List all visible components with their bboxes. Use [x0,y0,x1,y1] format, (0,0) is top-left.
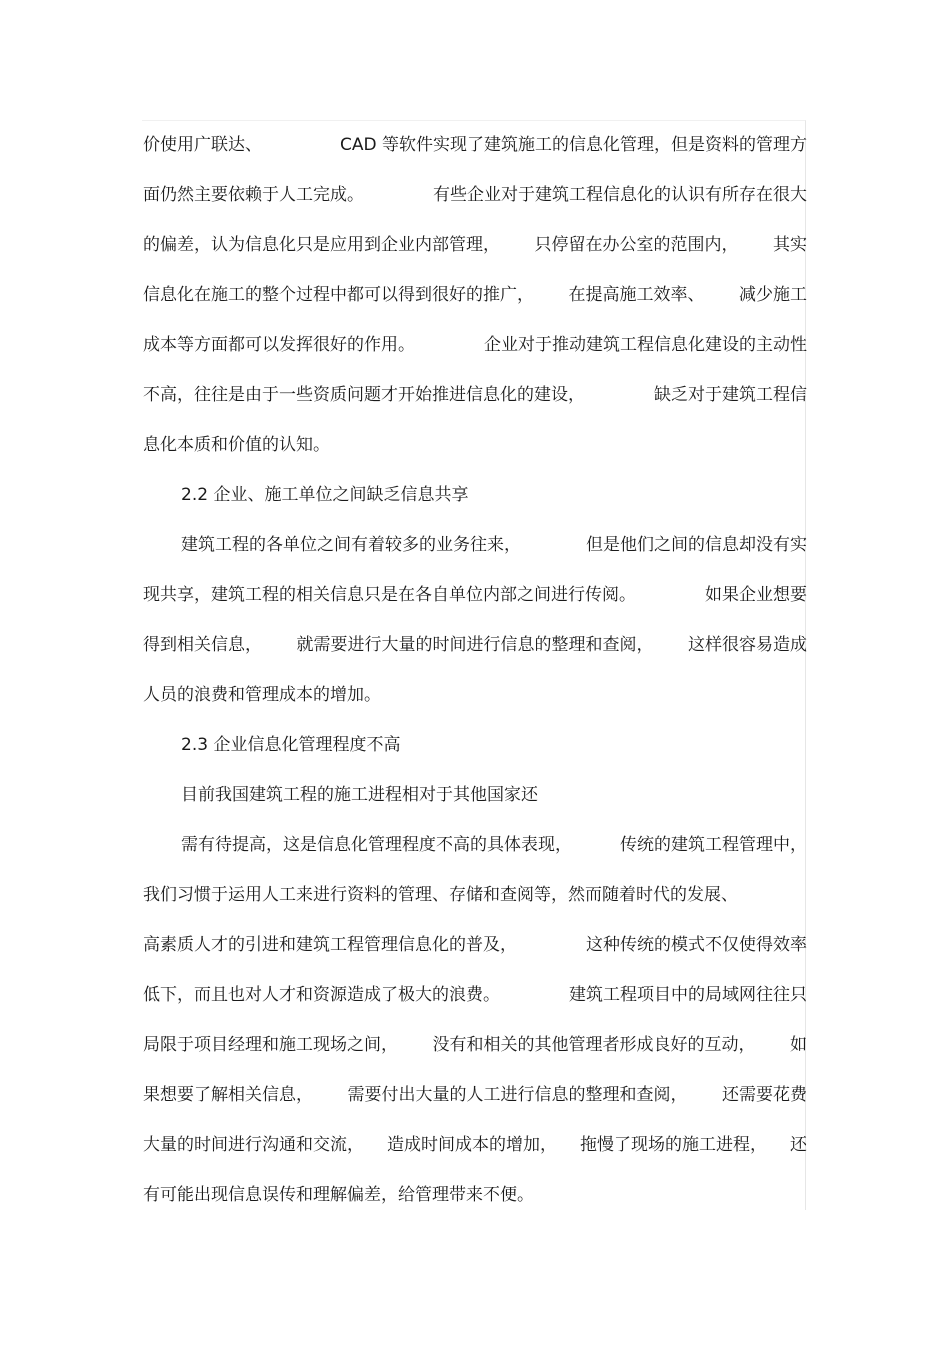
text-segment: 如果企业想要 [705,585,807,605]
text-line [143,520,807,570]
document-body [143,120,807,1220]
text-segment: 低下，而且也对人才和资源造成了极大的浪费。 [143,985,500,1005]
text-segment: 在提高施工效率、 [568,285,705,305]
text-segment: 目前我国建筑工程的施工进程相对于其他国家还 [181,785,538,805]
text-line [143,220,807,270]
text-line [143,670,807,720]
text-segment: 高素质人才的引进和建筑工程管理信息化的普及， [143,935,517,955]
text-line [143,1120,807,1170]
text-segment: 成本等方面都可以发挥很好的作用。 [143,335,415,355]
text-segment: 息化本质和价值的认知。 [143,435,330,455]
text-line [143,820,807,870]
text-line [143,1170,807,1220]
text-line [143,870,807,920]
text-segment: CAD 等软件实现了建筑施工的信息化管理，但是资料的管理方 [340,135,807,155]
text-segment: 没有和相关的其他管理者形成良好的互动， [432,1035,756,1055]
text-segment: 如 [790,1035,807,1055]
text-line [143,320,807,370]
text-segment: 建筑工程的各单位之间有着较多的业务往来， [181,535,521,555]
text-segment: 有些企业对于建筑工程信息化的认识有所存在很大 [433,185,807,205]
text-line [143,1020,807,1070]
text-segment: 价使用广联达、 [143,135,262,155]
text-line [143,270,807,320]
text-line [143,120,807,170]
text-segment: 建筑工程项目中的局域网往往只 [569,985,807,1005]
text-segment: 缺乏对于建筑工程信 [654,385,807,405]
text-segment: 我们习惯于运用人工来进行资料的管理、存储和查阅等，然而随着时代的发展、 [143,885,738,905]
text-segment: 这样很容易造成 [688,635,807,655]
text-segment: 得到相关信息， [143,635,262,655]
text-segment: 大量的时间进行沟通和交流， [143,1135,364,1155]
text-segment: 这种传统的模式不仅使得效率 [586,935,807,955]
text-line [143,420,807,470]
text-line [143,770,807,820]
text-segment: 需有待提高，这是信息化管理程度不高的具体表现， [181,835,572,855]
text-segment: 还 [790,1135,807,1155]
text-segment: 人员的浪费和管理成本的增加。 [143,685,381,705]
text-line [143,920,807,970]
text-segment: 拖慢了现场的施工进程， [580,1135,767,1155]
text-segment: 有可能出现信息误传和理解偏差，给管理带来不便。 [143,1185,534,1205]
text-segment: 的偏差，认为信息化只是应用到企业内部管理， [143,235,500,255]
text-segment: 还需要花费 [722,1085,807,1105]
text-line [143,620,807,670]
text-segment: 只停留在办公室的范围内， [534,235,739,255]
text-segment: 传统的建筑工程管理中， [620,835,807,855]
text-segment: 果想要了解相关信息， [143,1085,313,1105]
heading-text: 2.2 企业、施工单位之间缺乏信息共享 [181,485,469,505]
text-segment: 造成时间成本的增加， [387,1135,557,1155]
text-line [143,970,807,1020]
text-line [143,570,807,620]
heading-text: 2.3 企业信息化管理程度不高 [181,735,401,755]
text-segment: 就需要进行大量的时间进行信息的整理和查阅， [296,635,654,655]
section-heading [143,470,807,520]
text-segment: 不高，往往是由于一些资质问题才开始推进信息化的建设， [143,385,585,405]
text-segment: 面仍然主要依赖于人工完成。 [143,185,364,205]
text-line [143,370,807,420]
text-line [143,1070,807,1120]
text-segment: 现共享，建筑工程的相关信息只是在各自单位内部之间进行传阅。 [143,585,636,605]
section-heading [143,720,807,770]
text-segment: 其实 [773,235,807,255]
text-line [143,170,807,220]
text-segment: 局限于项目经理和施工现场之间， [143,1035,398,1055]
text-segment: 信息化在施工的整个过程中都可以得到很好的推广， [143,285,534,305]
text-segment: 需要付出大量的人工进行信息的整理和查阅， [347,1085,688,1105]
text-segment: 减少施工 [739,285,807,305]
text-segment: 企业对于推动建筑工程信息化建设的主动性 [484,335,807,355]
text-segment: 但是他们之间的信息却没有实 [586,535,807,555]
